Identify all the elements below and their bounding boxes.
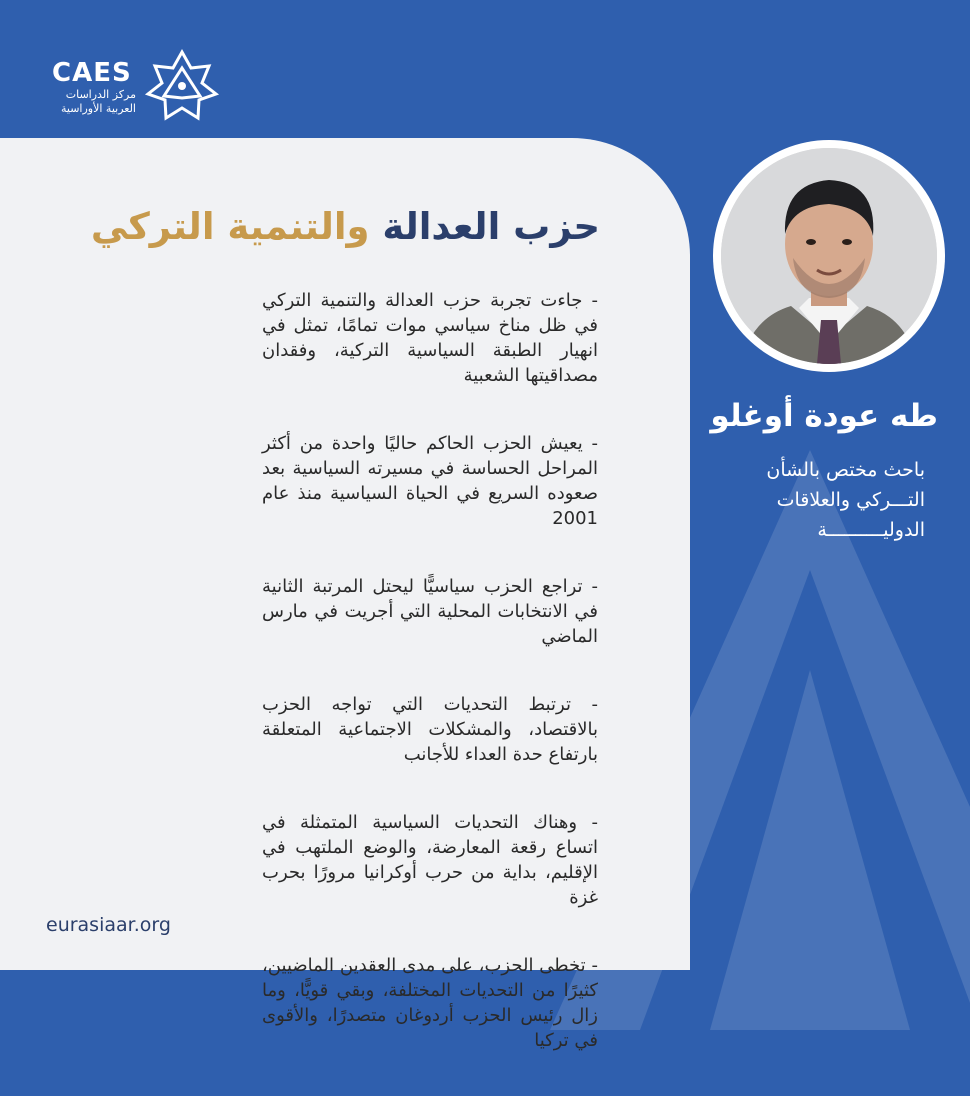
title-part1: حزب العدالة	[382, 205, 600, 248]
paragraph-4: - ترتبط التحديات التي تواجه الحزب بالاقتصاد، والمشكلات الاجتماعية المتعلقة بارتفاع حدة العداء للأجانب	[262, 694, 598, 765]
author-role-line1: باحث مختص بالشأن	[766, 459, 925, 481]
logo-arabic-line1: مركز الدراسات	[65, 88, 136, 101]
logo-text: CAES	[52, 58, 132, 88]
star-emblem-icon	[144, 48, 220, 124]
caes-logo	[52, 44, 232, 124]
paragraph-6: - تخطى الحزب، على مدى العقدين الماضيين، كثيرًا من التحديات المختلفة، وبقي قويًّا، وما زال رئيس الحزب أردوغان متصدرًا، والأقوى في تركيا	[262, 955, 598, 1051]
title-part2: والتنمية التركي	[90, 205, 370, 248]
author-photo	[721, 148, 937, 364]
logo-arabic-line2: العربية الأوراسية	[60, 102, 136, 115]
paragraph-1: - جاءت تجربة حزب العدالة والتنمية التركي في ظل مناخ سياسي موات تمامًا، تمثل في انهيار الطبقة السياسية التركية، وفقدان مصداقيتها الشعبية	[262, 290, 598, 386]
author-role	[685, 455, 925, 545]
author-role-line2: التـــركي والعلاقات	[776, 489, 925, 511]
page-title	[91, 205, 600, 248]
person-portrait-icon	[721, 148, 937, 364]
website-link[interactable]: eurasiaar.org	[46, 914, 171, 936]
paragraph-3: - تراجع الحزب سياسيًّا ليحتل المرتبة الثانية في الانتخابات المحلية التي أجريت في مارس الماضي	[262, 576, 598, 647]
article-body	[262, 288, 598, 1096]
paragraph-5: - وهناك التحديات السياسية المتمثلة في اتساع رقعة المعارضة، والوضع الملتهب في الإقليم، بداية من حرب أوكرانيا مرورًا بحرب غزة	[262, 812, 598, 908]
paragraph-2: - يعيش الحزب الحاكم حاليًا واحدة من أكثر المراحل الحساسة في مسيرته السياسية بعد صعوده السريع في الحياة السياسية منذ عام 2001	[262, 433, 598, 529]
author-name: طه عودة أوغلو	[710, 398, 938, 434]
author-role-line3: الدوليــــــــــة	[817, 519, 925, 541]
